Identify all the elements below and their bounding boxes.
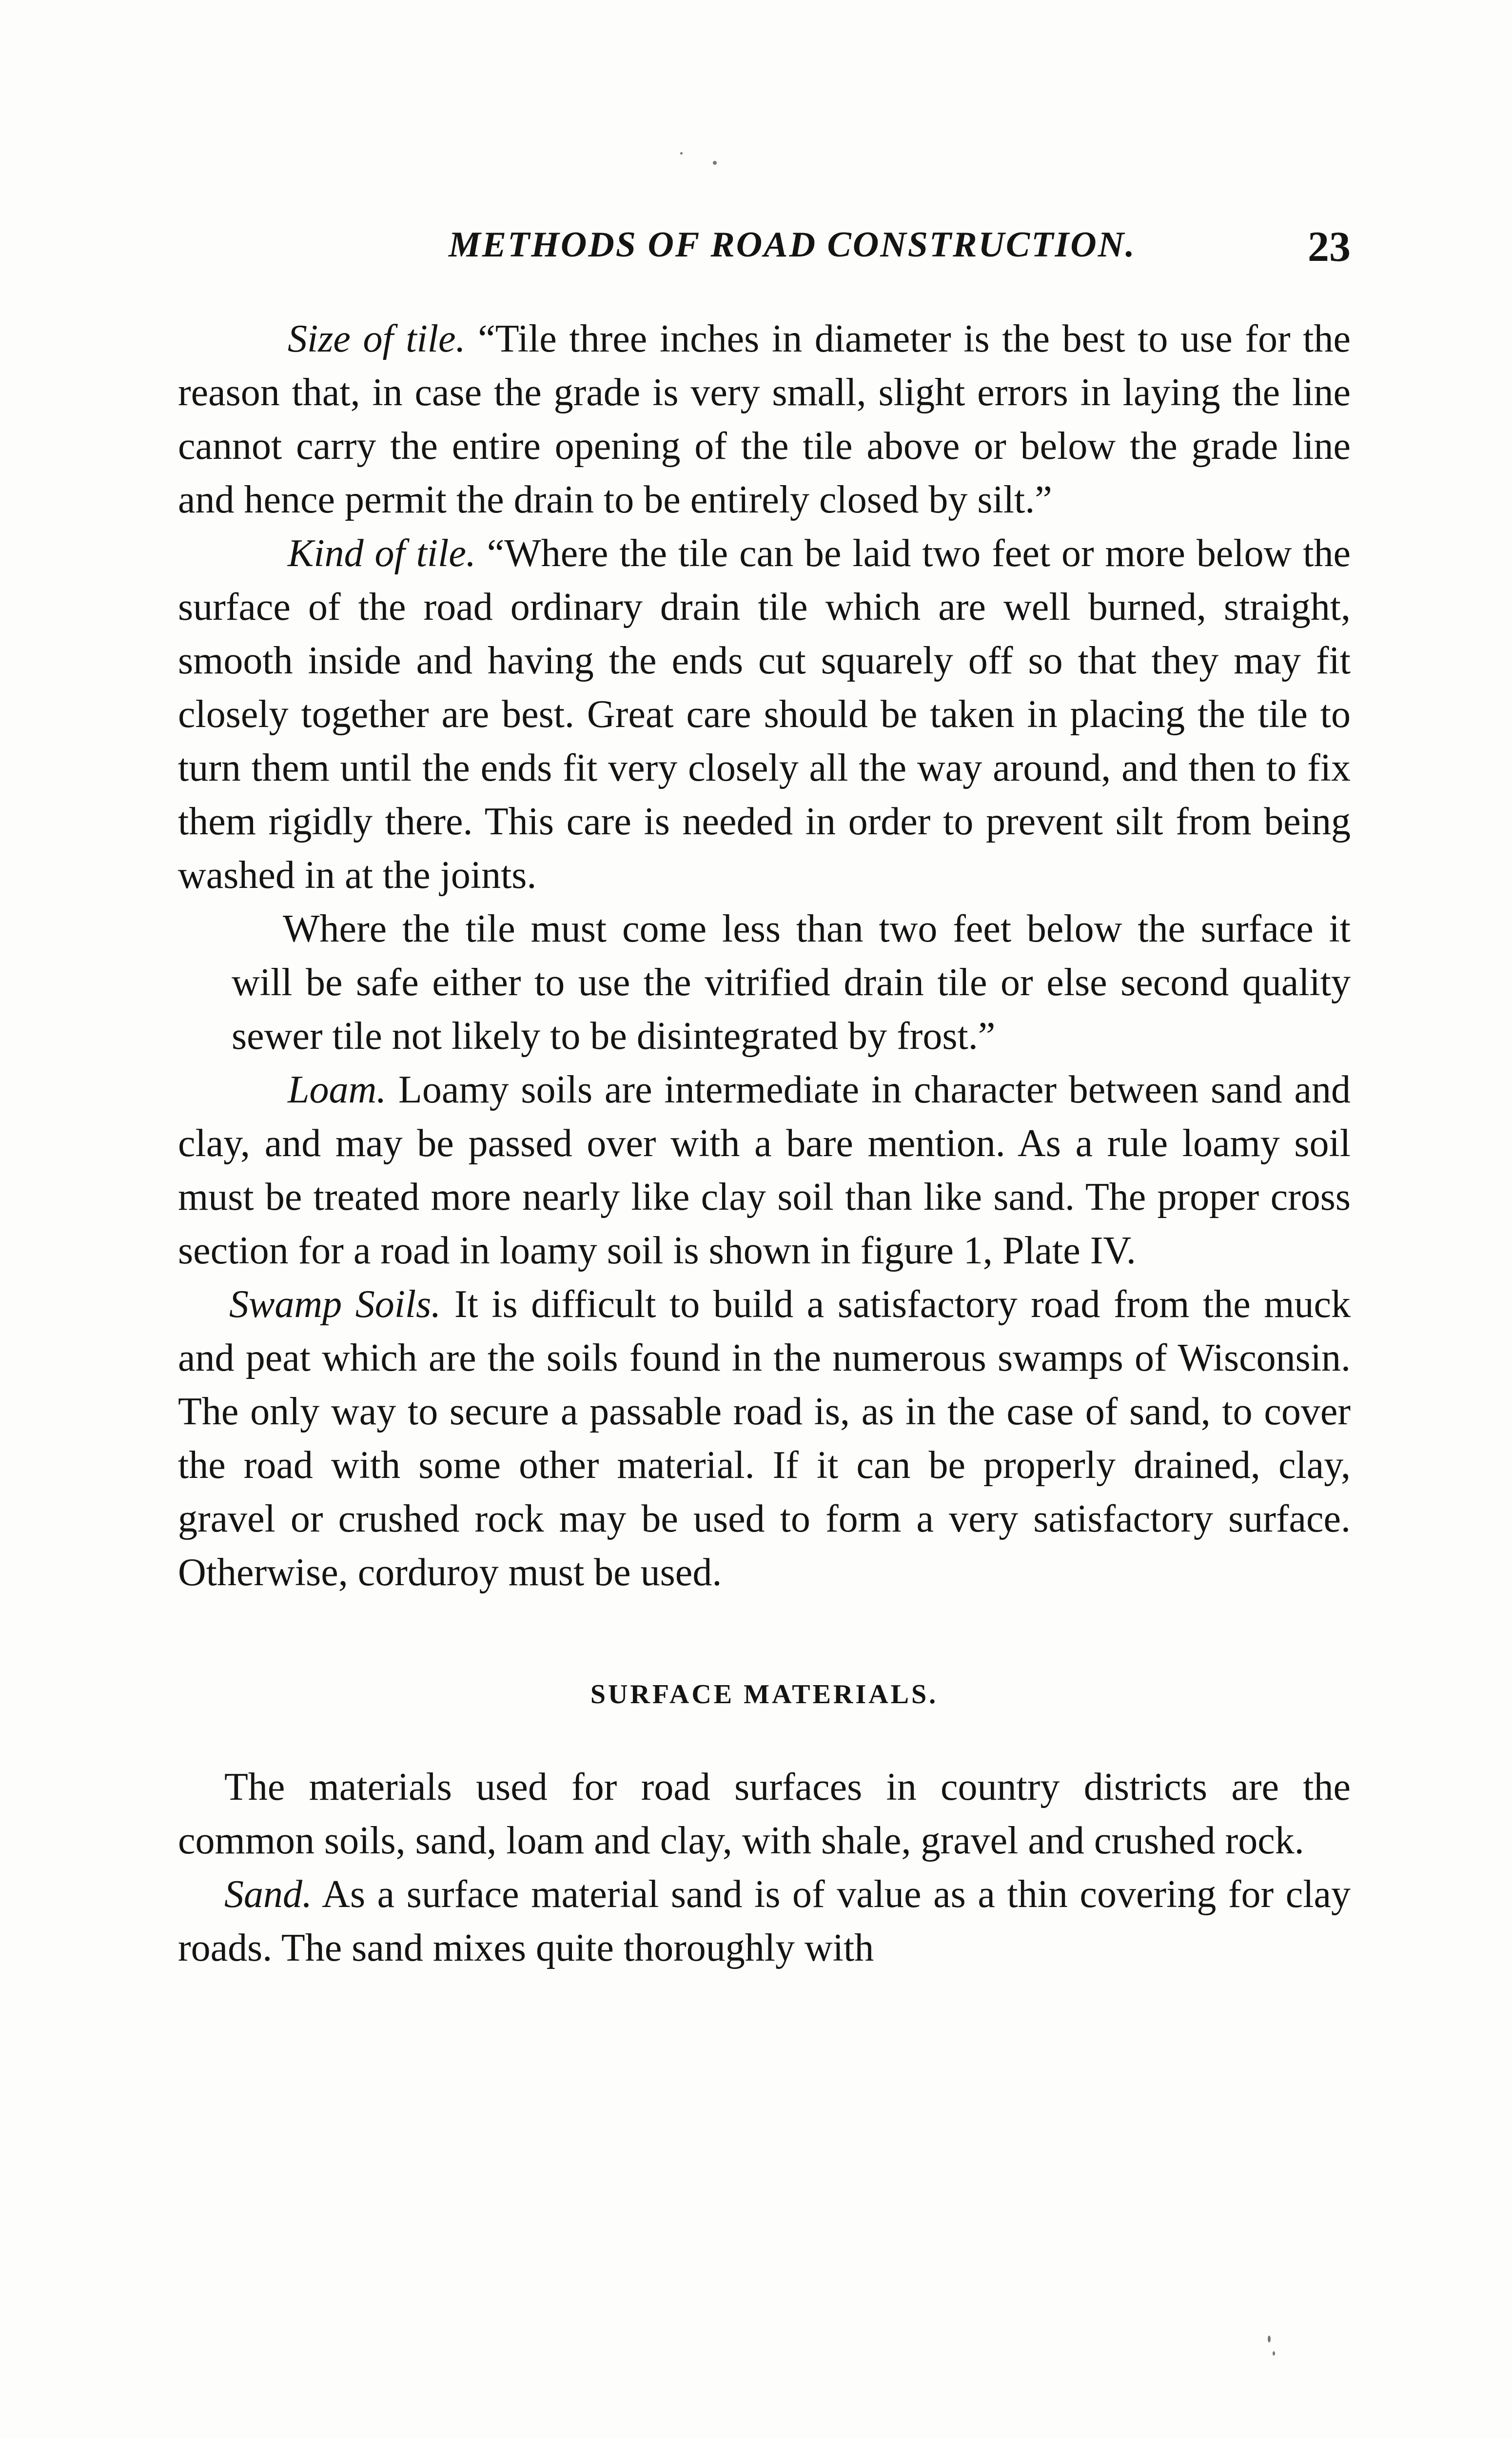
page-number: 23 [1308,223,1351,271]
paper-speck [1268,2336,1271,2342]
section-heading-surface-materials: SURFACE MATERIALS. [590,1679,939,1710]
paragraph-loam [178,1063,1351,1278]
run-in-heading-size-of-tile: Size of tile. [288,317,466,360]
paragraph-size-of-tile [178,312,1351,527]
running-head: METHODS OF ROAD CONSTRUCTION. [449,225,1136,265]
run-in-heading-sand: Sand. [224,1873,312,1916]
paragraph-text-loam: Loamy soils are intermediate in character between sand and clay, and may be passed over with a bare mention. As a rule loamy soil must be treated more nearly like clay soil than like sand. The proper cross section for a road in loamy soil is shown in figure 1, Plate IV. [178,1068,1351,1272]
paragraph-less-than-two-feet: Where the tile must come less than two feet below the surface it will be safe either to use the vitrified drain tile or else second quality sewer tile not likely to be disintegrated by frost.” [232,907,1351,1058]
paragraph-text-kind-of-tile: “Where the tile can be laid two feet or more below the surface of the road ordinary drain tile which are well burned, straight, smooth inside and having the ends cut squarely off so that they may fit closely together are best. Great care should be taken in placing the tile to turn them until the ends fit very closely all the way around, and then to fix them rigidly there. This care is needed in order to prevent silt from being washed in at the joints. [178,532,1351,897]
paragraph-swamp-soils [178,1278,1351,1599]
page-header [176,219,1351,278]
run-in-heading-loam: Loam. [288,1068,387,1111]
paragraph-text-size-of-tile: “Tile three inches in diameter is the best to use for the reason that, in case the grade is very small, slight errors in laying the line cannot carry the entire opening of the tile above or below the grade line and hence permit the drain to be entirely closed by silt.” [178,317,1351,521]
paper-speck [713,161,717,165]
paper-speck [1273,2351,1275,2356]
paper-speck [680,152,683,155]
paragraph-sand [178,1868,1351,1975]
body-text [178,312,1351,1975]
paragraph-text-swamp-soils: It is difficult to build a satisfactory road from the muck and peat which are the soils found in the numerous swamps of Wisconsin. The only way to secure a passable road is, as in the case of sand, to cover the road with some other material. If it can be properly drained, clay, gravel or crushed rock may be used to form a very satisfactory surface. Otherwise, corduroy must be used. [178,1283,1351,1594]
run-in-heading-kind-of-tile: Kind of tile. [288,532,476,575]
paragraph-kind-of-tile [178,527,1351,902]
run-in-heading-swamp-soils: Swamp Soils. [229,1283,441,1326]
paragraph-surface-materials: The materials used for road surfaces in country districts are the common soils, sand, loam and clay, with shale, gravel and crushed rock. [178,1766,1351,1862]
paragraph-text-sand: As a surface material sand is of value as a thin covering for clay roads. The sand mixes quite thoroughly with [178,1873,1351,1969]
